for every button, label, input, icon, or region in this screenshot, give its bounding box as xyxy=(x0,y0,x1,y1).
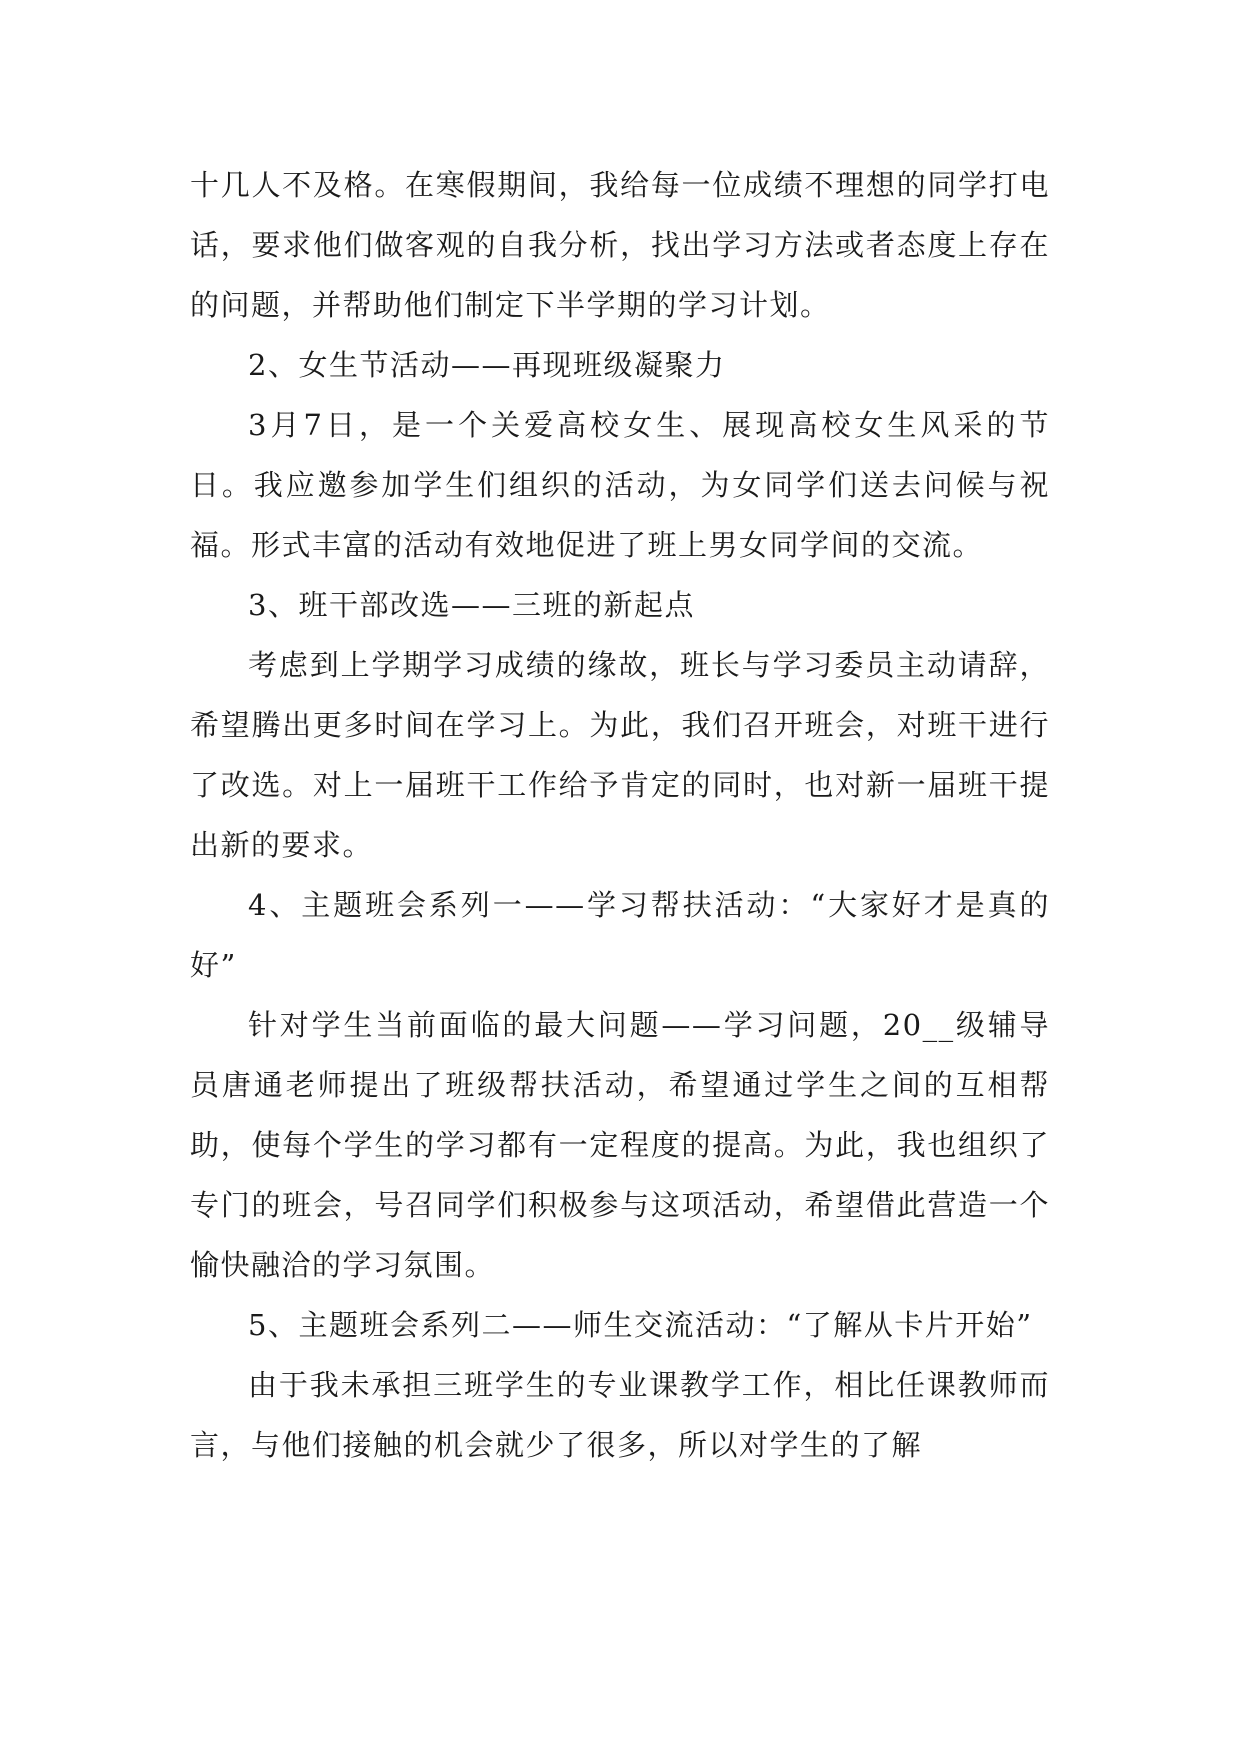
paragraph-girls-day: 3月7日，是一个关爱高校女生、展现高校女生风采的节日。我应邀参加学生们组织的活动，为女同学们送去问候与祝福。形式丰富的活动有效地促进了班上男女同学间的交流。 xyxy=(190,408,1050,562)
paragraph-theme-meeting-1: 针对学生当前面临的最大问题——学习问题，20__级辅导员唐通老师提出了班级帮扶活动，希望通过学生之间的互相帮助，使每个学生的学习都有一定程度的提高。为此，我也组织了专门的班会，号召同学们积极参与这项活动，希望借此营造一个愉快融洽的学习氛围。 xyxy=(190,1008,1050,1282)
paragraph-continuation: 十几人不及格。在寒假期间，我给每一位成绩不理想的同学打电话，要求他们做客观的自我分析，找出学习方法或者态度上存在的问题，并帮助他们制定下半学期的学习计划。 xyxy=(190,168,1050,322)
paragraph-theme-meeting-2: 由于我未承担三班学生的专业课教学工作，相比任课教师而言，与他们接触的机会就少了很多，所以对学生的了解 xyxy=(190,1368,1050,1462)
document-page xyxy=(190,155,1050,1475)
heading-theme-meeting-1: 4、主题班会系列一——学习帮扶活动：“大家好才是真的好” xyxy=(190,888,1050,982)
heading-girls-day: 2、女生节活动——再现班级凝聚力 xyxy=(248,348,726,382)
paragraph-class-cadre: 考虑到上学期学习成绩的缘故，班长与学习委员主动请辞，希望腾出更多时间在学习上。为此，我们召开班会，对班干进行了改选。对上一届班干工作给予肯定的同时，也对新一届班干提出新的要求。 xyxy=(190,648,1050,862)
heading-class-cadre: 3、班干部改选——三班的新起点 xyxy=(248,588,695,622)
heading-theme-meeting-2: 5、主题班会系列二——师生交流活动：“了解从卡片开始” xyxy=(248,1308,1033,1342)
